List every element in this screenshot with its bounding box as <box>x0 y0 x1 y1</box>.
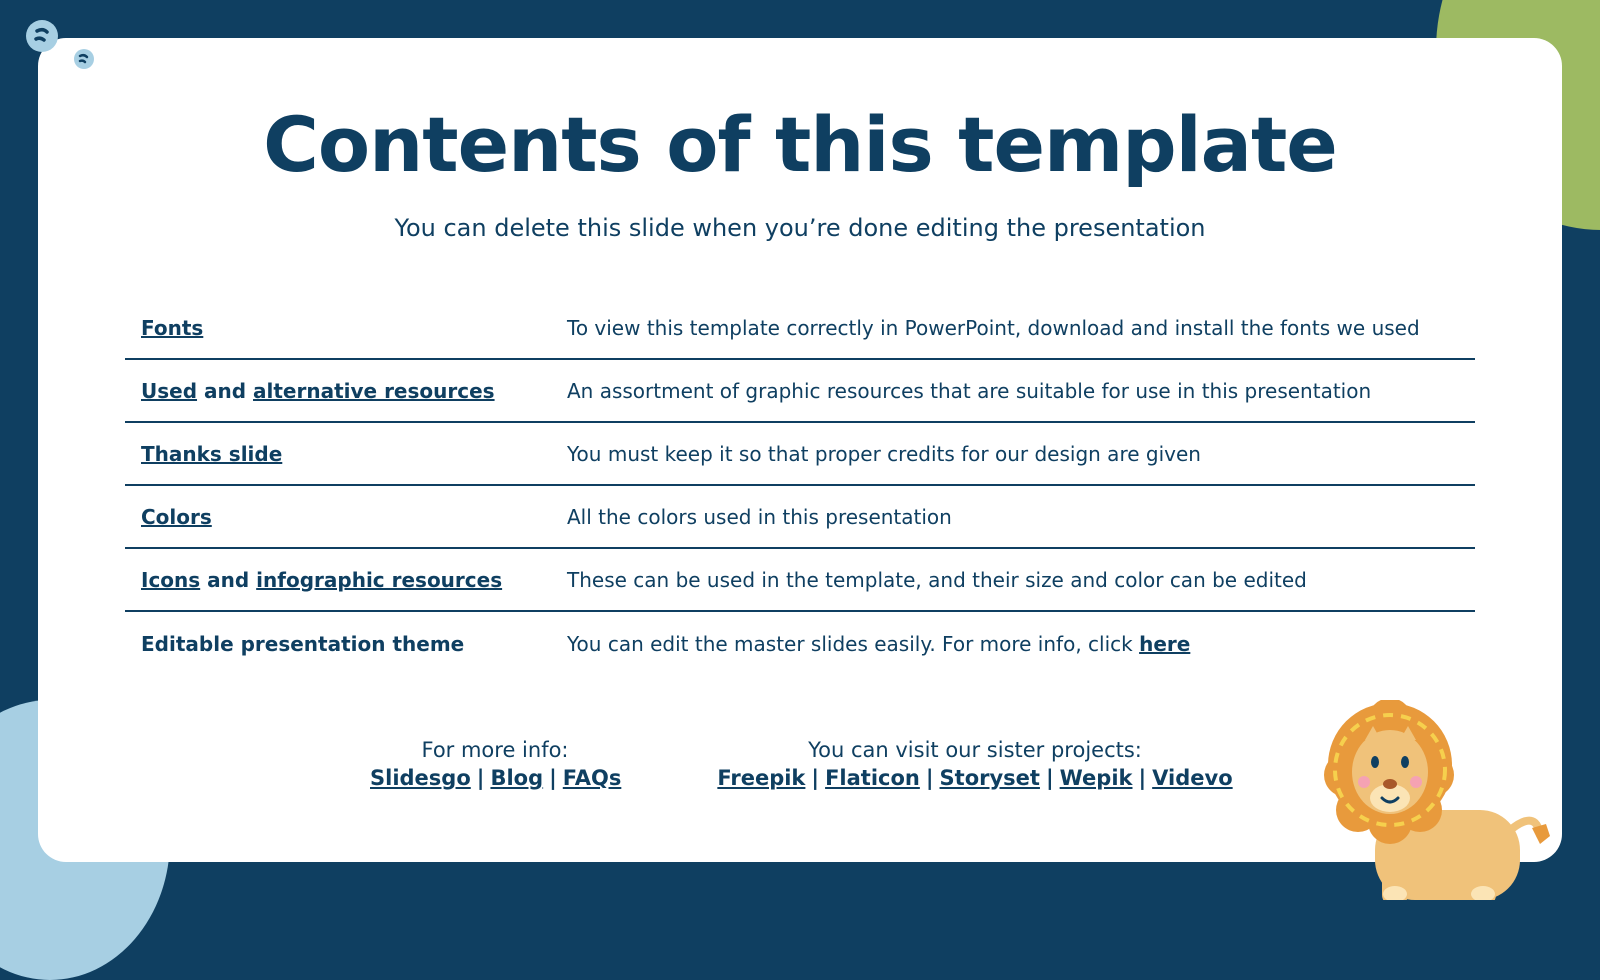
separator: | <box>811 766 820 790</box>
link-blog[interactable]: Blog <box>490 766 544 790</box>
row-description <box>567 297 1420 358</box>
sister-projects-links <box>715 764 1235 792</box>
topic-link[interactable]: Thanks slide <box>141 441 283 466</box>
sister-projects-label: You can visit our sister projects: <box>808 738 1142 762</box>
dot-face-icon <box>73 48 95 70</box>
row-topic <box>141 486 212 547</box>
link-faqs[interactable]: FAQs <box>562 766 622 790</box>
description-text: These can be used in the template, and their size and color can be edited <box>567 567 1307 592</box>
row-description <box>567 549 1307 610</box>
row-description <box>567 612 1190 675</box>
topic-text: Editable presentation theme <box>141 631 465 656</box>
table-row <box>125 423 1475 486</box>
link-slidesgo[interactable]: Slidesgo <box>370 766 471 790</box>
link-freepik[interactable]: Freepik <box>717 766 806 790</box>
row-description <box>567 360 1371 421</box>
table-row <box>125 297 1475 360</box>
topic-text: and <box>200 567 257 592</box>
separator: | <box>925 766 934 790</box>
more-info-links <box>370 764 620 792</box>
row-topic <box>141 423 282 484</box>
page-title: Contents of this template <box>263 100 1337 189</box>
description-text: All the colors used in this presentation <box>567 504 952 529</box>
page-subtitle: You can delete this slide when you’re done editing the presentation <box>394 214 1206 242</box>
topic-link[interactable]: Icons <box>141 567 201 592</box>
separator: | <box>549 766 557 790</box>
description-text: To view this template correctly in PowerPoint, download and install the fonts we used <box>567 315 1420 340</box>
separator: | <box>1138 766 1147 790</box>
row-topic <box>141 612 464 675</box>
row-topic <box>141 297 203 358</box>
topic-link[interactable]: infographic resources <box>256 567 503 592</box>
contents-table <box>125 297 1475 675</box>
link-storyset[interactable]: Storyset <box>939 766 1040 790</box>
row-topic <box>141 549 502 610</box>
separator: | <box>476 766 485 790</box>
description-link[interactable]: here <box>1139 631 1191 656</box>
row-description <box>567 486 952 547</box>
description-text: You must keep it so that proper credits for our design are given <box>567 441 1201 466</box>
topic-link[interactable]: Used <box>141 378 198 403</box>
table-row <box>125 549 1475 612</box>
topic-link[interactable]: alternative resources <box>253 378 495 403</box>
row-description <box>567 423 1201 484</box>
row-topic <box>141 360 495 421</box>
link-flaticon[interactable]: Flaticon <box>825 766 920 790</box>
table-row <box>125 360 1475 423</box>
table-row <box>125 486 1475 549</box>
description-text: An assortment of graphic resources that are suitable for use in this presentation <box>567 378 1372 403</box>
more-info-label: For more info: <box>421 738 569 762</box>
separator: | <box>1045 766 1054 790</box>
table-row <box>125 612 1475 675</box>
link-videvo[interactable]: Videvo <box>1152 766 1233 790</box>
dot-face-icon <box>25 19 59 53</box>
footer-more-info <box>370 736 620 792</box>
lion-illustration <box>1320 700 1590 900</box>
topic-link[interactable]: Colors <box>141 504 212 529</box>
topic-link[interactable]: Fonts <box>141 315 204 340</box>
description-text: You can edit the master slides easily. For more info, click <box>567 631 1140 656</box>
topic-text: and <box>197 378 254 403</box>
link-wepik[interactable]: Wepik <box>1059 766 1133 790</box>
footer-sister-projects <box>715 736 1235 792</box>
